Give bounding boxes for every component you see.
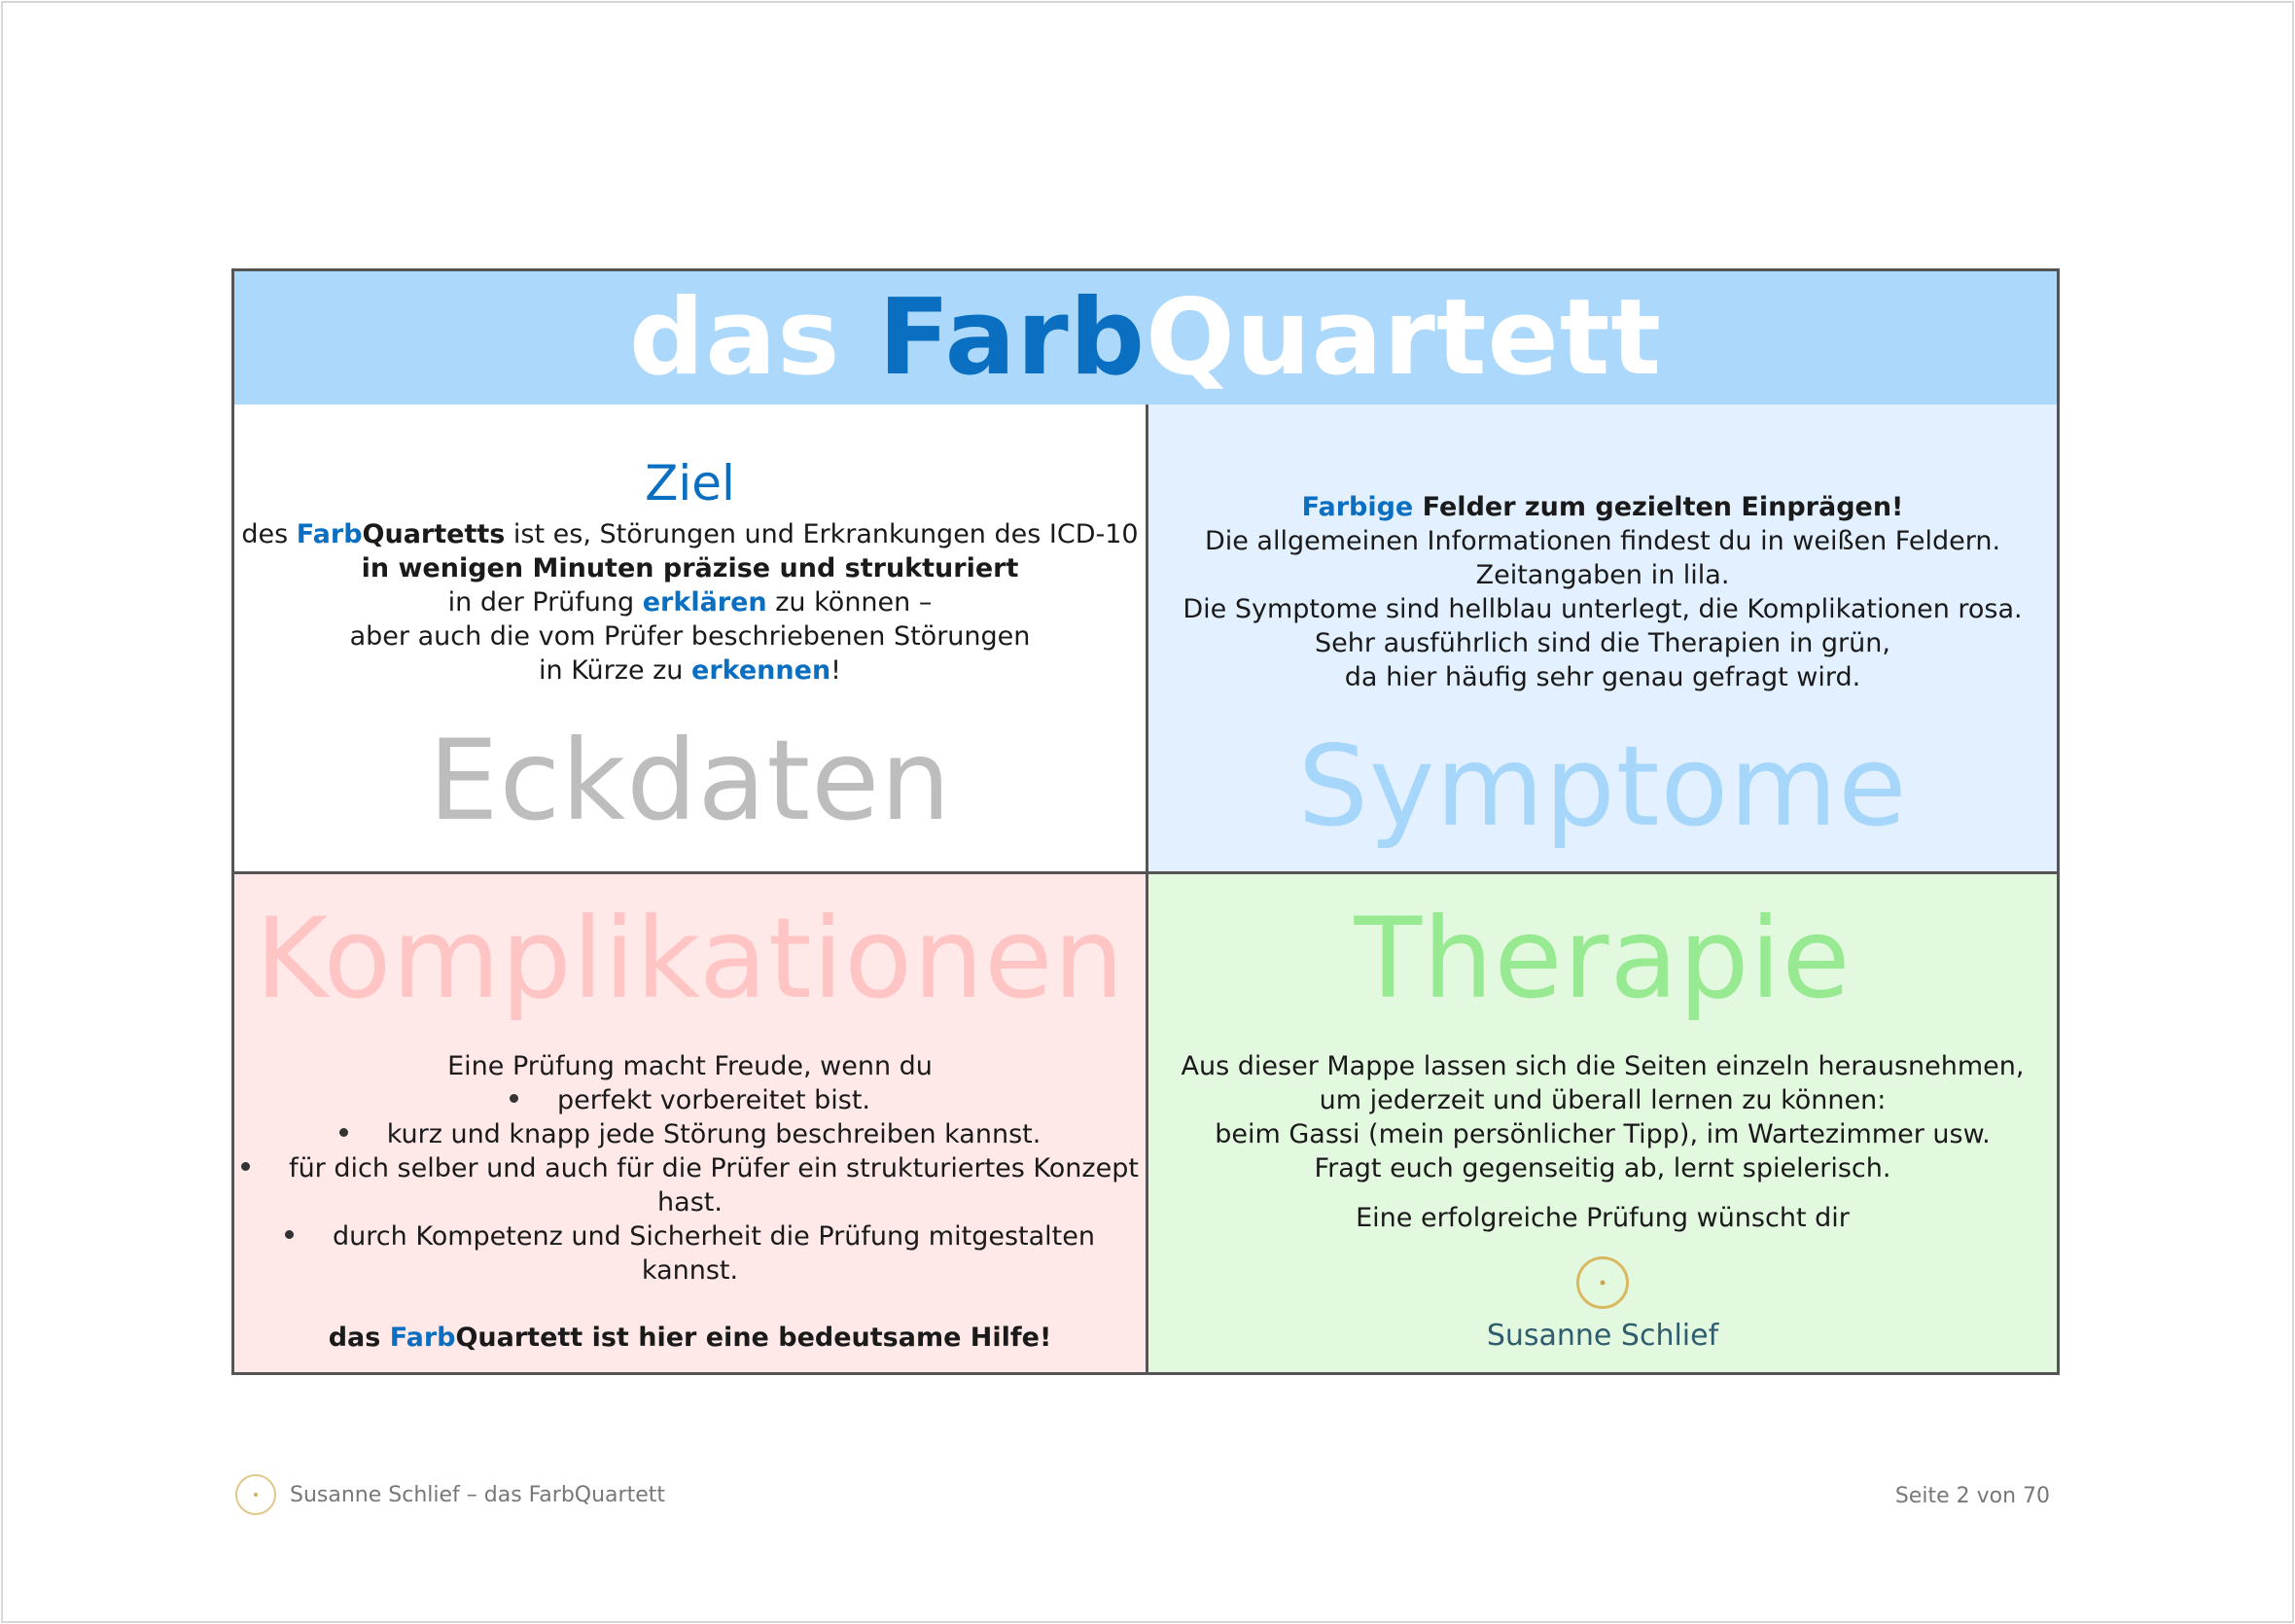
symptome-info-text: [1148, 490, 2057, 694]
ziel-line-3-pre: in der Prüfung: [447, 587, 643, 618]
title-part-farb: Farb: [878, 277, 1147, 399]
eckdaten-label: Eckdaten: [428, 716, 952, 845]
symptome-info-line-6: da hier häufig sehr genau gefragt wird.: [1344, 662, 1861, 692]
signature-seal-icon: [1576, 1256, 1629, 1309]
list-item: [234, 1219, 1146, 1288]
pruefung-final-rest: Quartett ist hier eine bedeutsame Hilfe!: [455, 1323, 1052, 1353]
ziel-line-1-pre: des: [241, 519, 297, 549]
pruefung-list: [234, 1083, 1146, 1288]
ziel-line-5-erkennen: erkennen: [691, 655, 831, 686]
ziel-line-1-farb: Farb: [296, 519, 363, 549]
mappe-text: [1148, 1049, 2057, 1353]
bullet-icon: [241, 1162, 250, 1171]
title-part-das: das: [629, 277, 841, 399]
pruefung-bullet-2: kurz und knapp jede Störung beschreiben kannst.: [386, 1119, 1042, 1149]
mappe-line-1: Aus dieser Mappe lassen sich die Seiten einzeln herausnehmen,: [1181, 1051, 2025, 1081]
cell-therapie: [1148, 874, 2057, 1372]
footer-author: Susanne Schlief – das FarbQuartett: [290, 1482, 665, 1507]
pruefung-text: [234, 1049, 1146, 1355]
ziel-line-2: in wenigen Minuten präzise und strukturiert: [361, 553, 1019, 583]
farbquartett-board: [231, 268, 2060, 1375]
ziel-line-5-post: !: [830, 655, 841, 686]
list-item: [234, 1151, 1146, 1219]
ziel-line-3-erklaeren: erklären: [642, 587, 767, 618]
footer-seal-icon: [235, 1474, 276, 1515]
footer-left: [235, 1474, 665, 1515]
symptome-info-line-1-rest: Felder zum gezielten Einprägen!: [1413, 492, 1904, 522]
mappe-line-2: um jederzeit und überall lernen zu können:: [1319, 1085, 1887, 1115]
ziel-line-1-quartett: Quartetts: [362, 519, 506, 549]
pruefung-final-pre: das: [328, 1323, 390, 1353]
ziel-line-1-post: ist es, Störungen und Erkrankungen des ICD-10: [505, 519, 1139, 549]
therapie-label: Therapie: [1354, 894, 1852, 1023]
pruefung-bullet-1: perfekt vorbereitet bist.: [557, 1085, 870, 1115]
ziel-text: [234, 517, 1146, 688]
symptome-info-line-4: Die Symptome sind hellblau unterlegt, die Komplikationen rosa.: [1183, 594, 2023, 624]
ziel-line-3-post: zu können –: [766, 587, 933, 618]
cell-eckdaten: [234, 405, 1148, 874]
symptome-info-line-3: Zeitangaben in lila.: [1475, 560, 1730, 590]
symptome-info-farbige: Farbige: [1301, 492, 1414, 522]
symptome-info-line-5: Sehr ausführlich sind die Therapien in grün,: [1315, 628, 1890, 658]
ziel-line-3: [234, 585, 1146, 619]
symptome-info-line-2: Die allgemeinen Informationen findest du in weißen Feldern.: [1204, 526, 2001, 556]
mappe-line-3: beim Gassi (mein persönlicher Tipp), im Wartezimmer usw.: [1215, 1119, 1991, 1149]
bullet-icon: [510, 1094, 518, 1103]
list-item: [234, 1083, 1146, 1117]
ziel-line-1: [234, 517, 1146, 551]
signature-name: Susanne Schlief: [1486, 1319, 1719, 1353]
page-number: Seite 2 von 70: [1894, 1484, 2050, 1508]
pruefung-final-farb: Farb: [389, 1323, 456, 1353]
mappe-wish: Eine erfolgreiche Prüfung wünscht dir: [1356, 1203, 1850, 1233]
mappe-line-4: Fragt euch gegenseitig ab, lernt spielerisch.: [1314, 1153, 1891, 1183]
title-part-quartett: Quartett: [1146, 277, 1662, 399]
pruefung-bullet-4: durch Kompetenz und Sicherheit die Prüfung mitgestalten kannst.: [333, 1221, 1095, 1286]
bullet-icon: [339, 1128, 348, 1137]
pruefung-bullet-3-cont: hast.: [657, 1187, 723, 1218]
list-item: [234, 1117, 1146, 1151]
komplikationen-label: Komplikationen: [255, 894, 1125, 1023]
bullet-icon: [285, 1230, 294, 1239]
ziel-line-4: aber auch die vom Prüfer beschriebenen Störungen: [349, 621, 1031, 652]
cell-komplikationen: [234, 874, 1148, 1372]
pruefung-intro: Eine Prüfung macht Freude, wenn du: [447, 1051, 933, 1081]
pruefung-bullet-3: für dich selber und auch für die Prüfer ein strukturiertes Konzept: [289, 1153, 1139, 1183]
ziel-heading: Ziel: [645, 455, 735, 512]
pruefung-final: [234, 1321, 1146, 1355]
cell-symptome: [1148, 405, 2057, 874]
ziel-line-5: [234, 653, 1146, 688]
ziel-line-5-pre: in Kürze zu: [539, 655, 692, 686]
symptome-info-line-1: [1148, 490, 2057, 524]
page-title: [234, 271, 2057, 407]
symptome-label: Symptome: [1297, 722, 1908, 851]
